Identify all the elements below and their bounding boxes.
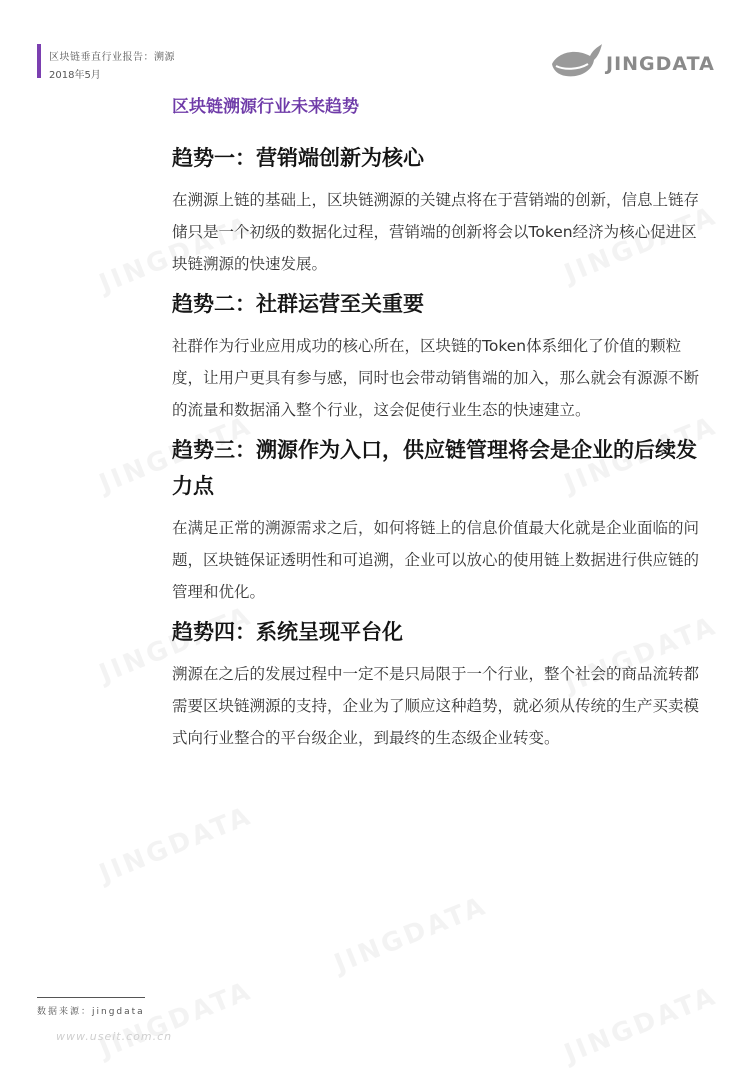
watermark	[330, 891, 491, 979]
trend-body: 在满足正常的溯源需求之后，如何将链上的信息价值最大化就是企业面临的问题，区块链保证透明性和可追溯，企业可以放心的使用链上数据进行供应链的管理和优化。	[172, 519, 700, 601]
trend-body: 溯源在之后的发展过程中一定不是只局限于一个行业，整个社会的商品流转都需要区块链溯源的支持，企业为了顺应这种趋势，就必须从传统的生产买卖模式向行业整合的平台级企业，到最终的生态级企业转变。	[172, 665, 700, 747]
trend-heading: 趋势二：社群运营至关重要	[172, 292, 424, 316]
trend-heading: 趋势四：系统呈现平台化	[172, 620, 403, 644]
trends-content	[172, 140, 712, 760]
trend-heading: 趋势三：溯源作为入口，供应链管理将会是企业的后续发力点	[172, 438, 697, 498]
report-date: 2018年5月	[49, 70, 101, 81]
watermark	[560, 981, 721, 1069]
header-accent-bar	[37, 44, 41, 78]
logo-text: JINGDATA	[606, 53, 715, 75]
whale-icon	[548, 42, 604, 82]
data-source: 数据来源：jingdata	[37, 1007, 145, 1017]
trend-body: 社群作为行业应用成功的核心所在，区块链的Token体系细化了价值的颗粒度，让用户更具有参与感，同时也会带动销售端的加入，那么就会有源源不断的流量和数据涌入整个行业，这会促使行业生态的快速建立。	[172, 337, 700, 419]
jingdata-logo	[548, 42, 718, 82]
section-title: 区块链溯源行业未来趋势	[172, 97, 359, 117]
footer-divider	[37, 997, 145, 998]
watermark	[95, 801, 256, 889]
watermark	[95, 976, 256, 1064]
trend-body: 在溯源上链的基础上，区块链溯源的关键点将在于营销端的创新，信息上链存储只是一个初级的数据化过程，营销端的创新将会以Token经济为核心促进区块链溯源的快速发展。	[172, 191, 700, 273]
trend-heading: 趋势一：营销端创新为核心	[172, 146, 424, 170]
footer-url: www.useit.com.cn	[56, 1030, 173, 1043]
report-title: 区块链垂直行业报告：溯源	[49, 52, 175, 63]
